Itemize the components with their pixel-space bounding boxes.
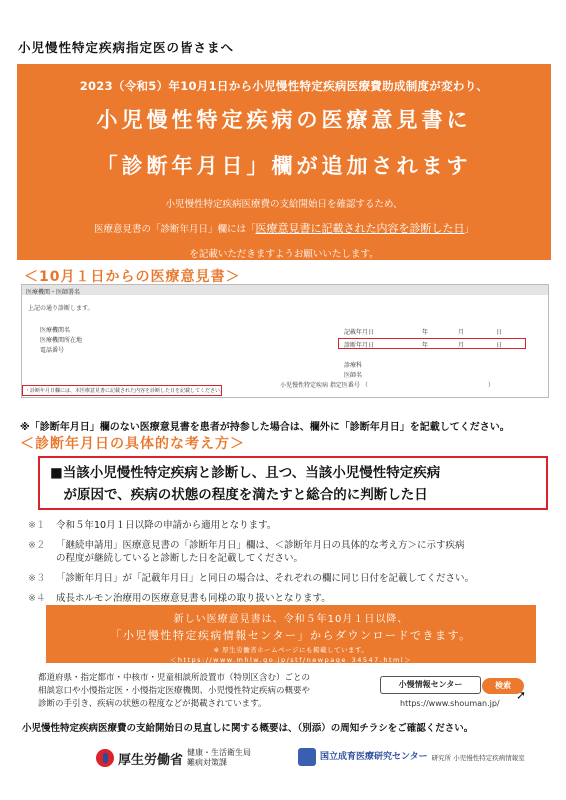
definition-line-1: ■当該小児慢性特定疾病と診断し、且つ、当該小児慢性特定疾病 [50, 465, 441, 481]
form-day-2: 日 [496, 342, 503, 349]
info-line-3: 診断の手引き、疾病の状態の程度などが掲載されています。 [38, 699, 267, 709]
note-item: ※１ 令和５年10月１日以降の申請から適用となります。 [28, 520, 277, 531]
bottom-note: 小児慢性特定疾病医療費の支給開始日の見直しに関する概要は、（別添）の周知チラシをご確認ください。 [22, 723, 474, 734]
hero-date-line: 2023（令和5）年10月1日から小児慢性特定疾病医療費助成制度が変わり、 [79, 79, 489, 93]
sample-form [21, 284, 549, 398]
form-doc-no: 小児慢性特定疾病 指定医番号 （ [280, 382, 368, 389]
pointer-cursor-icon: ➚ [516, 688, 527, 702]
form-inst-addr: 医療機関所在地 [40, 337, 83, 344]
form-month: 月 [458, 329, 465, 336]
mhlw-dept: 健康・生活衛生局 難病対策課 [187, 748, 252, 767]
form-doc-no-close: ） [488, 382, 495, 389]
ncchd-name: 国立成育医療研究センター [320, 751, 428, 762]
hero-desc-3: を記載いただきますようお願いいたします。 [189, 249, 379, 260]
download-line-2: 「小児慢性特定疾病情報センター」からダウンロードできます。 [110, 629, 472, 642]
section-title-form: ＜10月１日からの医療意見書＞ [24, 269, 241, 285]
download-line-3: ※ 厚生労働省ホームページにも掲載しています。 [213, 646, 369, 654]
ncchd-logo [298, 748, 525, 766]
search-input[interactable]: 小慢情報センター [380, 676, 481, 694]
form-inst-name: 医療機関名 [40, 327, 71, 334]
hero-title-2: 「診断年月日」欄が追加されます [96, 154, 472, 178]
hero-desc-1: 小児慢性特定疾病医療費の支給開始日を確認するため、 [165, 199, 403, 210]
section-title-definition: ＜診断年月日の具体的な考え方＞ [20, 436, 245, 452]
download-line-1: 新しい医療意見書は、令和５年10月１日以降、 [173, 614, 409, 625]
form-day: 日 [496, 329, 503, 336]
definition-box [38, 456, 548, 510]
hero-desc-2: 医療意見書の「診断年月日」欄には「医療意見書に記載された内容を診断した日」 [93, 222, 475, 235]
intro-heading: 小児慢性特定疾病指定医の皆さまへ [18, 40, 235, 55]
hero-title-1: 小児慢性特定疾病の医療意見書に [96, 108, 472, 132]
hero-desc-underlined: 医療意見書に記載された内容を診断した日 [255, 222, 465, 235]
note-item: ※４ 成長ホルモン治療用の医療意見書も同様の取り扱いとなります。 [28, 593, 331, 604]
ncchd-sub: 研究所 小児慢性特定疾病情報室 [431, 753, 525, 762]
note-item: ※２ 「継続申請用」医療意見書の「診断年月日」欄は、＜診断年月日の具体的な考え方＞に示す疾病 [28, 540, 465, 551]
info-line-2: 相談窓口や小慢指定医・小慢指定医療機関、小児慢性特定疾病の概要や [38, 686, 311, 696]
form-footnote: ・診断年月日欄には、本医療意見書に記載された内容を診断した日を記載してください。 [25, 388, 226, 394]
definition-line-2: が原因で、疾病の状態の程度を満たすと総合的に判断した日 [50, 487, 428, 503]
note-item: ※３ 「診断年月日」が「記載年月日」と同日の場合は、それぞれの欄に同じ日付を記載してください。 [28, 573, 475, 584]
form-dept: 診療科 [344, 362, 363, 369]
info-line-1: 都道府県・指定都市・中核市・児童相談所設置市（特別区含む）ごとの [38, 673, 311, 683]
form-intro: 上記の通り診断します。 [28, 305, 94, 312]
download-banner [46, 605, 536, 663]
form-month-2: 月 [458, 342, 465, 349]
missing-field-note: ※「診断年月日」欄のない医療意見書を患者が持参した場合は、欄外に「診断年月日」を記載してください。 [20, 422, 510, 433]
form-year: 年 [422, 329, 429, 336]
ncchd-mark-icon [298, 748, 316, 766]
hero-banner [17, 64, 551, 260]
form-year-2: 年 [422, 342, 429, 349]
mhlw-name: 厚生労働省 [118, 752, 184, 768]
form-phone: 電話番号 [40, 347, 65, 354]
search-button[interactable]: 検索 [482, 678, 524, 694]
site-url[interactable]: https://www.shouman.jp/ [400, 699, 500, 708]
form-header: 医療機関・医師署名 [22, 285, 548, 295]
mhlw-mark-icon [96, 749, 114, 767]
form-doctor: 医師名 [344, 372, 363, 379]
download-url[interactable]: ＜https://www.mhlw.go.jp/stf/newpage_34547.html＞ [169, 656, 413, 664]
info-text [38, 672, 310, 711]
form-record-date: 記載年月日 [344, 329, 375, 336]
form-diag-date: 診断年月日 [344, 342, 375, 349]
note-item-cont: の程度が継続していると診断した日を記載してください。 [56, 553, 304, 564]
mhlw-logo [96, 748, 251, 768]
